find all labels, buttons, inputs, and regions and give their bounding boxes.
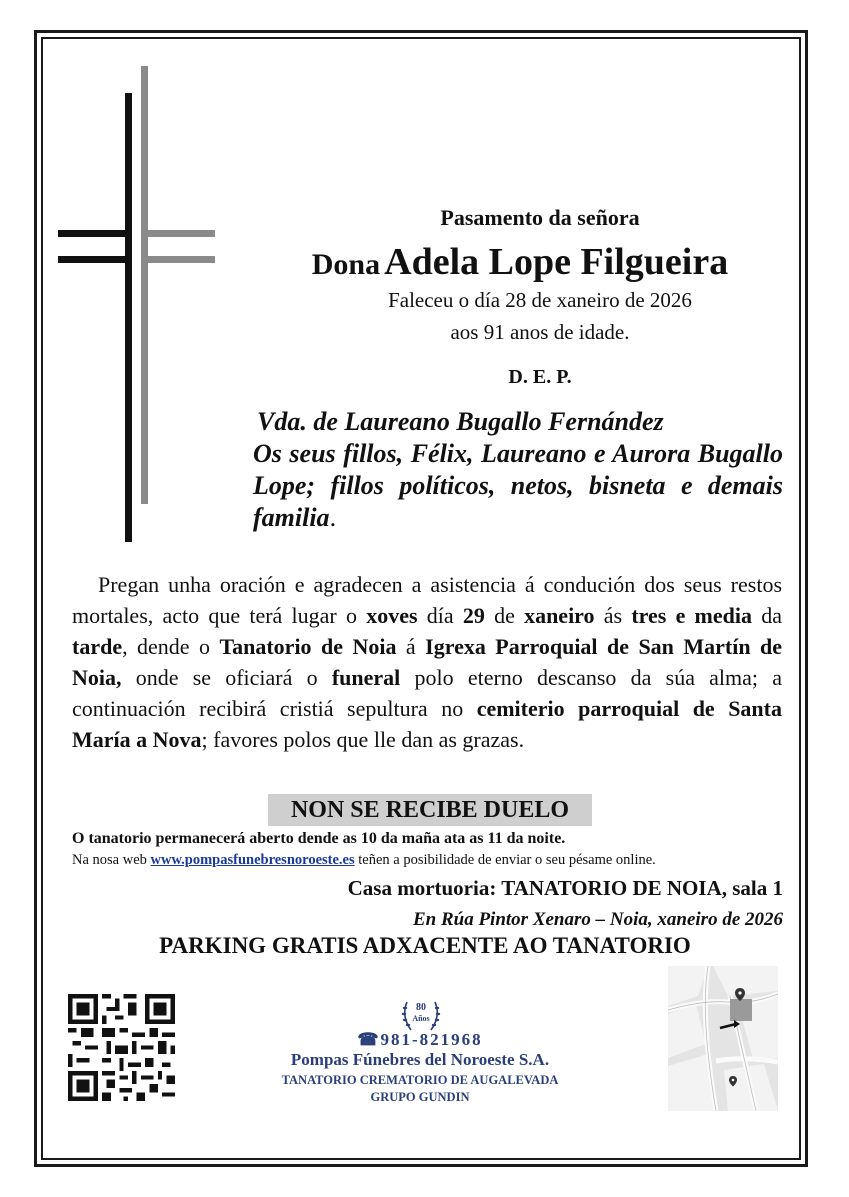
body-text: ; favores polos que lle dan as grazas.	[201, 727, 525, 752]
web-pre: Na nosa web	[72, 852, 151, 868]
death-date: Faleceu o día 28 de xaneiro de 2026	[388, 288, 692, 312]
body-text: da	[752, 603, 782, 628]
widow-line: Vda. de Laureano Bugallo Fernández	[257, 407, 664, 436]
notice-intro: Pasamento da señora	[440, 205, 640, 230]
ceremony-text	[72, 569, 782, 755]
body-bold: Igrexa Parroquial de San Martín de Noia,	[72, 634, 783, 690]
family-list: Os seus fillos, Félix, Laureano e Aurora Bugallo Lope; fillos políticos, netos, bisneta e demais familia	[253, 439, 783, 532]
parking-notice: PARKING GRATIS ADXACENTE AO TANATORIO	[159, 933, 691, 958]
body-text: onde se oficiará o	[121, 665, 332, 690]
name-main: Adela Lope Filgueira	[384, 241, 729, 283]
body-text: á	[396, 634, 426, 659]
body-text: de	[484, 603, 525, 628]
phone-text: 981-821968	[380, 1030, 483, 1049]
telephone-icon: ☎	[357, 1030, 381, 1049]
body-bold: tarde	[72, 634, 123, 659]
body-text: , dende o	[122, 634, 220, 659]
website-link[interactable]: www.pompasfunebresnoroeste.es	[150, 852, 355, 868]
body-text: polo eterno descanso da súa alma; a continuación recibirá cristiá sepultura no	[72, 665, 783, 721]
body-text: Pregan unha oración e agradecen a asistencia á condución dos seus restos mortales, acto que terá lugar o	[72, 572, 782, 628]
group-name: GRUPO GUNDIN	[370, 1090, 470, 1104]
crematorium-name: TANATORIO CREMATORIO DE AUGALEVADA	[281, 1073, 559, 1087]
body-bold: cemiterio parroquial de Santa María a Nova	[72, 696, 782, 752]
company-name: Pompas Fúnebres del Noroeste S.A.	[290, 1050, 550, 1069]
family-block	[243, 406, 783, 534]
name-prefix: Dona	[311, 248, 381, 281]
logo-word: Años	[412, 1014, 430, 1023]
rip: D. E. P.	[508, 366, 572, 388]
phone-number[interactable]	[250, 1030, 590, 1050]
opening-hours: O tanatorio permanecerá aberto dende as 10 da maña ata as 11 da noite.	[72, 830, 566, 847]
logo-years: 80	[416, 1002, 426, 1013]
no-duelo-banner: NON SE RECIBE DUELO	[268, 794, 592, 826]
place-date: En Rúa Pintor Xenaro – Noia, xaneiro de 2026	[412, 909, 783, 930]
body-bold: funeral	[331, 665, 401, 690]
deceased-name	[230, 240, 810, 284]
web-note	[72, 852, 792, 869]
casa-mortuoria: Casa mortuoria: TANATORIO DE NOIA, sala 1	[347, 876, 783, 900]
body-text: día	[417, 603, 463, 628]
qr-code-icon[interactable]	[68, 994, 175, 1101]
body-text: ás	[594, 603, 632, 628]
body-bold: xaneiro	[524, 603, 595, 628]
body-bold: Tanatorio de Noia	[219, 634, 397, 659]
body-bold: xoves	[366, 603, 418, 628]
body-bold: tres e media	[631, 603, 752, 628]
age: aos 91 anos de idade.	[450, 320, 630, 344]
web-post: teñen a posibilidade de enviar o seu pésame online.	[354, 852, 656, 868]
location-map[interactable]	[668, 966, 778, 1111]
body-bold: 29	[462, 603, 485, 628]
family-end: .	[329, 503, 337, 532]
